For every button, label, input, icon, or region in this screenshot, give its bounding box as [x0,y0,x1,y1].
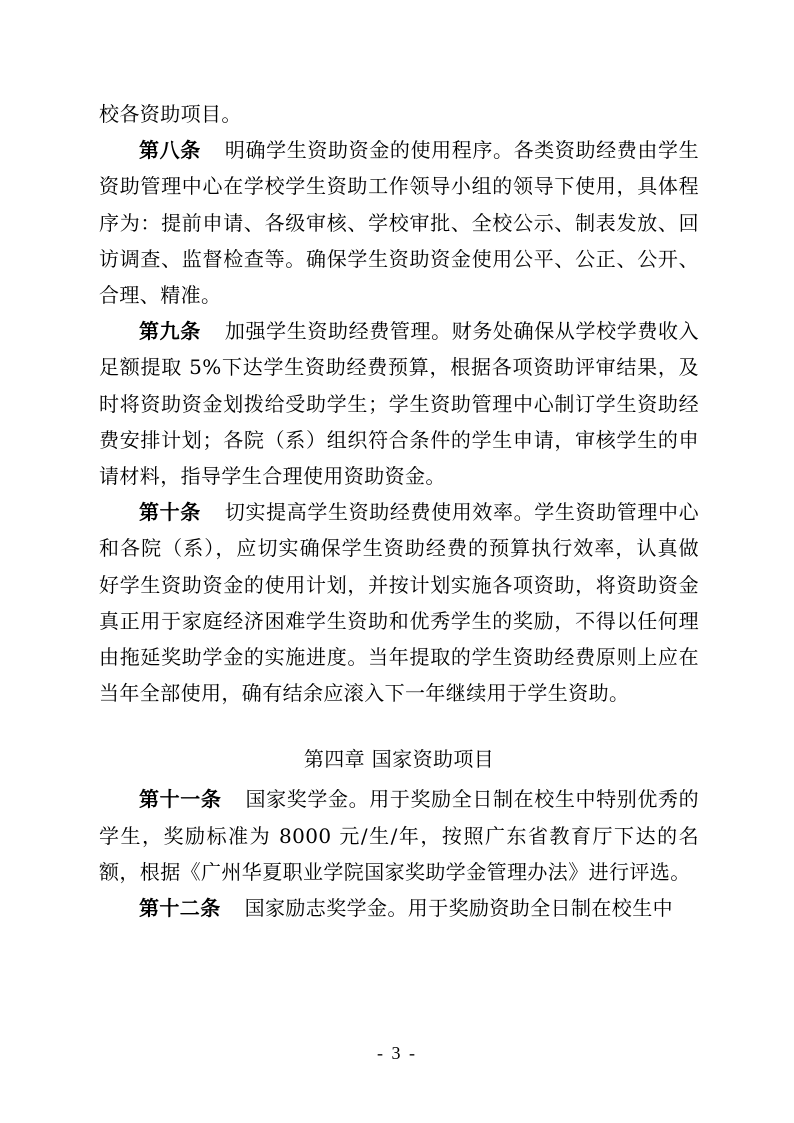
article-11-text: 国家奖学金。用于奖励全日制在校生中特别优秀的学生，奖励标准为 8000 元/生/年，按照广东省教育厅下达的名额，根据《广州华夏职业学院国家奖助学金管理办法》进行评选。 [99,787,699,884]
article-9 [99,313,699,494]
article-11-label: 第十一条 [139,787,222,812]
article-10 [99,494,699,711]
article-11 [99,781,699,890]
article-12-label: 第十二条 [139,896,221,921]
continuation-paragraph: 校各资助项目。 [99,102,242,126]
page-number: - 3 - [377,1043,417,1063]
article-10-text: 切实提高学生资助经费使用效率。学生资助管理中心和各院（系），应切实确保学生资助经费的预算执行效率，认真做好学生资助资金的使用计划，并按计划实施各项资助，将资助资金真正用于家庭经济困难学生资助和优秀学生的奖励，不得以任何理由拖延奖助学金的实施进度。当年提取的学生资助经费原则上应在当年全部使用，确有结余应滚入下一年继续用于学生资助。 [99,500,699,706]
article-9-label: 第九条 [139,319,201,344]
article-9-text: 加强学生资助经费管理。财务处确保从学校学费收入足额提取 5%下达学生资助经费预算，根据各项资助评审结果，及时将资助资金划拨给受助学生；学生资助管理中心制订学生资助经费安排计划；各院（系）组织符合条件的学生申请，审核学生的申请材料，指导学生合理使用资助资金。 [99,319,699,489]
article-8 [99,132,699,313]
article-8-label: 第八条 [139,138,201,163]
article-12 [99,890,699,926]
chapter-title: 第四章 国家资助项目 [303,747,495,772]
article-8-text: 明确学生资助资金的使用程序。各类资助经费由学生资助管理中心在学校学生资助工作领导小组的领导下使用，具体程序为：提前申请、各级审核、学校审批、全校公示、制表发放、回访调查、监督检查等。确保学生资助资金使用公平、公正、公开、合理、精准。 [99,138,699,308]
document-page [99,96,699,926]
article-10-label: 第十条 [139,500,201,525]
article-12-text: 国家励志奖学金。用于奖励资助全日制在校生中 [244,896,674,921]
